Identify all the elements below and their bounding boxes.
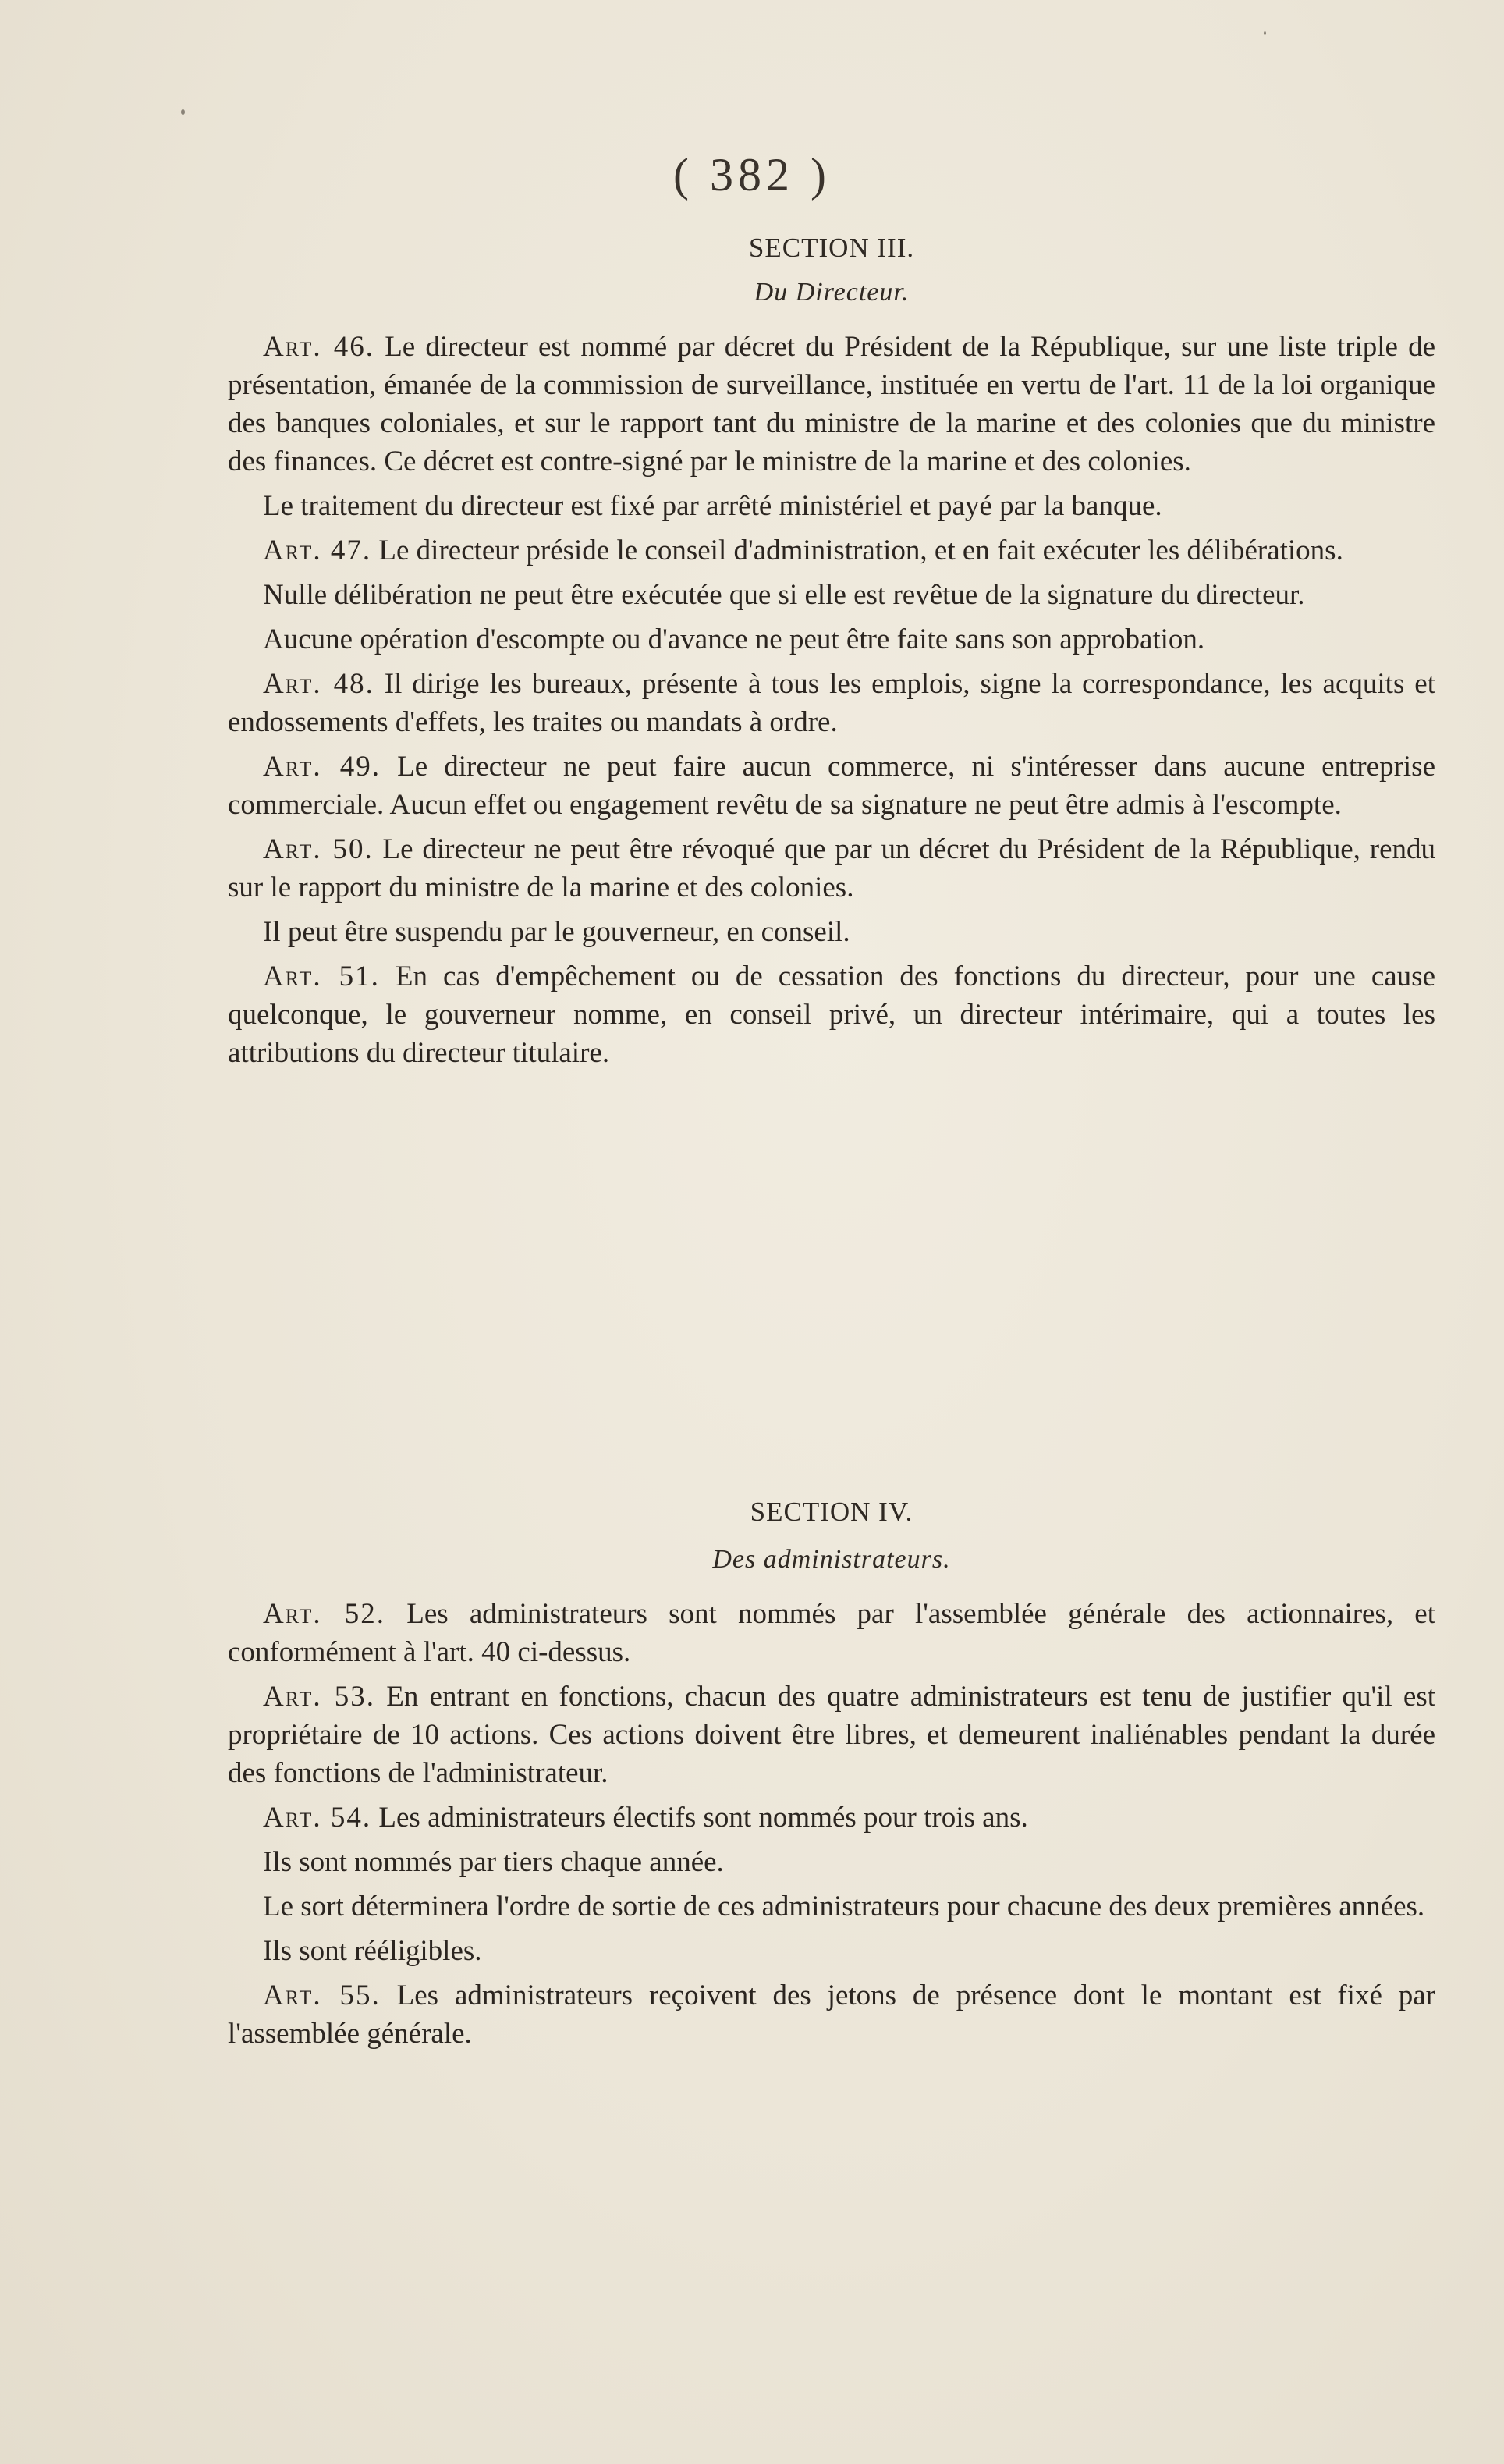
article-paragraph <box>228 1843 1435 1881</box>
article-label: Art. 52. <box>263 1598 386 1630</box>
article-label: Art. 46. <box>263 331 375 363</box>
article-text: Les administrateurs électifs sont nommés pour trois ans. <box>378 1802 1028 1834</box>
section-3 <box>228 233 1435 1078</box>
article-label: Art. 47. <box>263 534 372 566</box>
article-text: Ils sont rééligibles. <box>263 1935 482 1967</box>
article-paragraph <box>228 957 1435 1072</box>
page-number: ( 382 ) <box>673 149 831 201</box>
article-paragraph <box>228 1678 1435 1792</box>
article-text: Le directeur ne peut faire aucun commerce, ni s'intéresser dans aucune entreprise commerciale. Aucun effet ou engagement revêtu de sa signature ne peut être admis à l'escompte. <box>228 751 1435 821</box>
article-label: Art. 50. <box>263 833 374 865</box>
section-title: SECTION III. <box>748 233 915 263</box>
article-paragraph <box>228 487 1435 525</box>
article-paragraph <box>228 1887 1435 1926</box>
article-paragraph <box>228 1798 1435 1837</box>
article-paragraph <box>228 665 1435 741</box>
article-label: Art. 51. <box>263 960 380 992</box>
article-text: Les administrateurs reçoivent des jetons de présence dont le montant est fixé par l'assemblée générale. <box>228 1979 1436 2050</box>
article-paragraph <box>228 328 1435 481</box>
article-label: Art. 55. <box>263 1979 381 2011</box>
article-text: Aucune opération d'escompte ou d'avance ne peut être faite sans son approbation. <box>263 623 1205 655</box>
article-text: Le directeur ne peut être révoqué que par un décret du Président de la République, rendu sur le rapport du ministre de la marine et des colonies. <box>228 833 1435 904</box>
article-text: Le directeur préside le conseil d'administration, et en fait exécuter les délibérations. <box>378 534 1343 566</box>
article-text: Il dirige les bureaux, présente à tous les emplois, signe la correspondance, les acquits et endossements d'effets, les traites ou mandats à ordre. <box>228 668 1435 738</box>
article-label: Art. 54. <box>263 1802 372 1834</box>
article-label: Art. 49. <box>263 751 381 783</box>
article-paragraph <box>228 913 1435 951</box>
section-title: SECTION IV. <box>750 1497 913 1527</box>
article-text: Nulle délibération ne peut être exécutée que si elle est revêtue de la signature du directeur. <box>263 579 1305 611</box>
article-text: Il peut être suspendu par le gouverneur, en conseil. <box>263 916 850 948</box>
article-paragraph <box>228 531 1435 570</box>
article-text: Le sort déterminera l'ordre de sortie de ces administrateurs pour chacune des deux premières années. <box>263 1891 1425 1923</box>
section-subtitle: Du Directeur. <box>754 278 910 307</box>
article-paragraph <box>228 576 1435 614</box>
section-4 <box>228 1497 1435 2059</box>
paper-speck-mark <box>1264 31 1266 35</box>
article-text: En entrant en fonctions, chacun des quatre administrateurs est tenu de justifier qu'il est propriétaire de 10 actions. Ces actions doivent être libres, et demeurent inaliénables pendant la durée des fonctions de l'administrateur. <box>228 1681 1436 1789</box>
article-label: Art. 48. <box>263 668 374 700</box>
article-paragraph <box>228 1595 1435 1671</box>
article-paragraph <box>228 1932 1435 1970</box>
paper-speck-mark <box>181 109 185 115</box>
article-paragraph <box>228 747 1435 824</box>
article-text: En cas d'empêchement ou de cessation des fonctions du directeur, pour une cause quelconque, le gouverneur nomme, en conseil privé, un directeur intérimaire, qui a toutes les attributions du directeur titulaire. <box>228 960 1436 1069</box>
article-label: Art. 53. <box>263 1681 376 1713</box>
article-text: Ils sont nommés par tiers chaque année. <box>263 1846 724 1878</box>
article-paragraph <box>228 620 1435 659</box>
article-paragraph <box>228 830 1435 907</box>
article-text: Les administrateurs sont nommés par l'assemblée générale des actionnaires, et conformément à l'art. 40 ci-dessus. <box>228 1598 1435 1668</box>
section-subtitle: Des administrateurs. <box>712 1545 951 1574</box>
article-text: Le traitement du directeur est fixé par arrêté ministériel et payé par la banque. <box>263 490 1162 522</box>
article-text: Le directeur est nommé par décret du Président de la République, sur une liste triple de présentation, émanée de la commission de surveillance, instituée en vertu de l'art. 11 de la loi organique des banques coloniales, et sur le rapport tant du ministre de la marine et des colonies que du ministre des finances. Ce décret est contre-signé par le ministre de la marine et des colonies. <box>228 331 1436 478</box>
article-paragraph <box>228 1976 1435 2053</box>
